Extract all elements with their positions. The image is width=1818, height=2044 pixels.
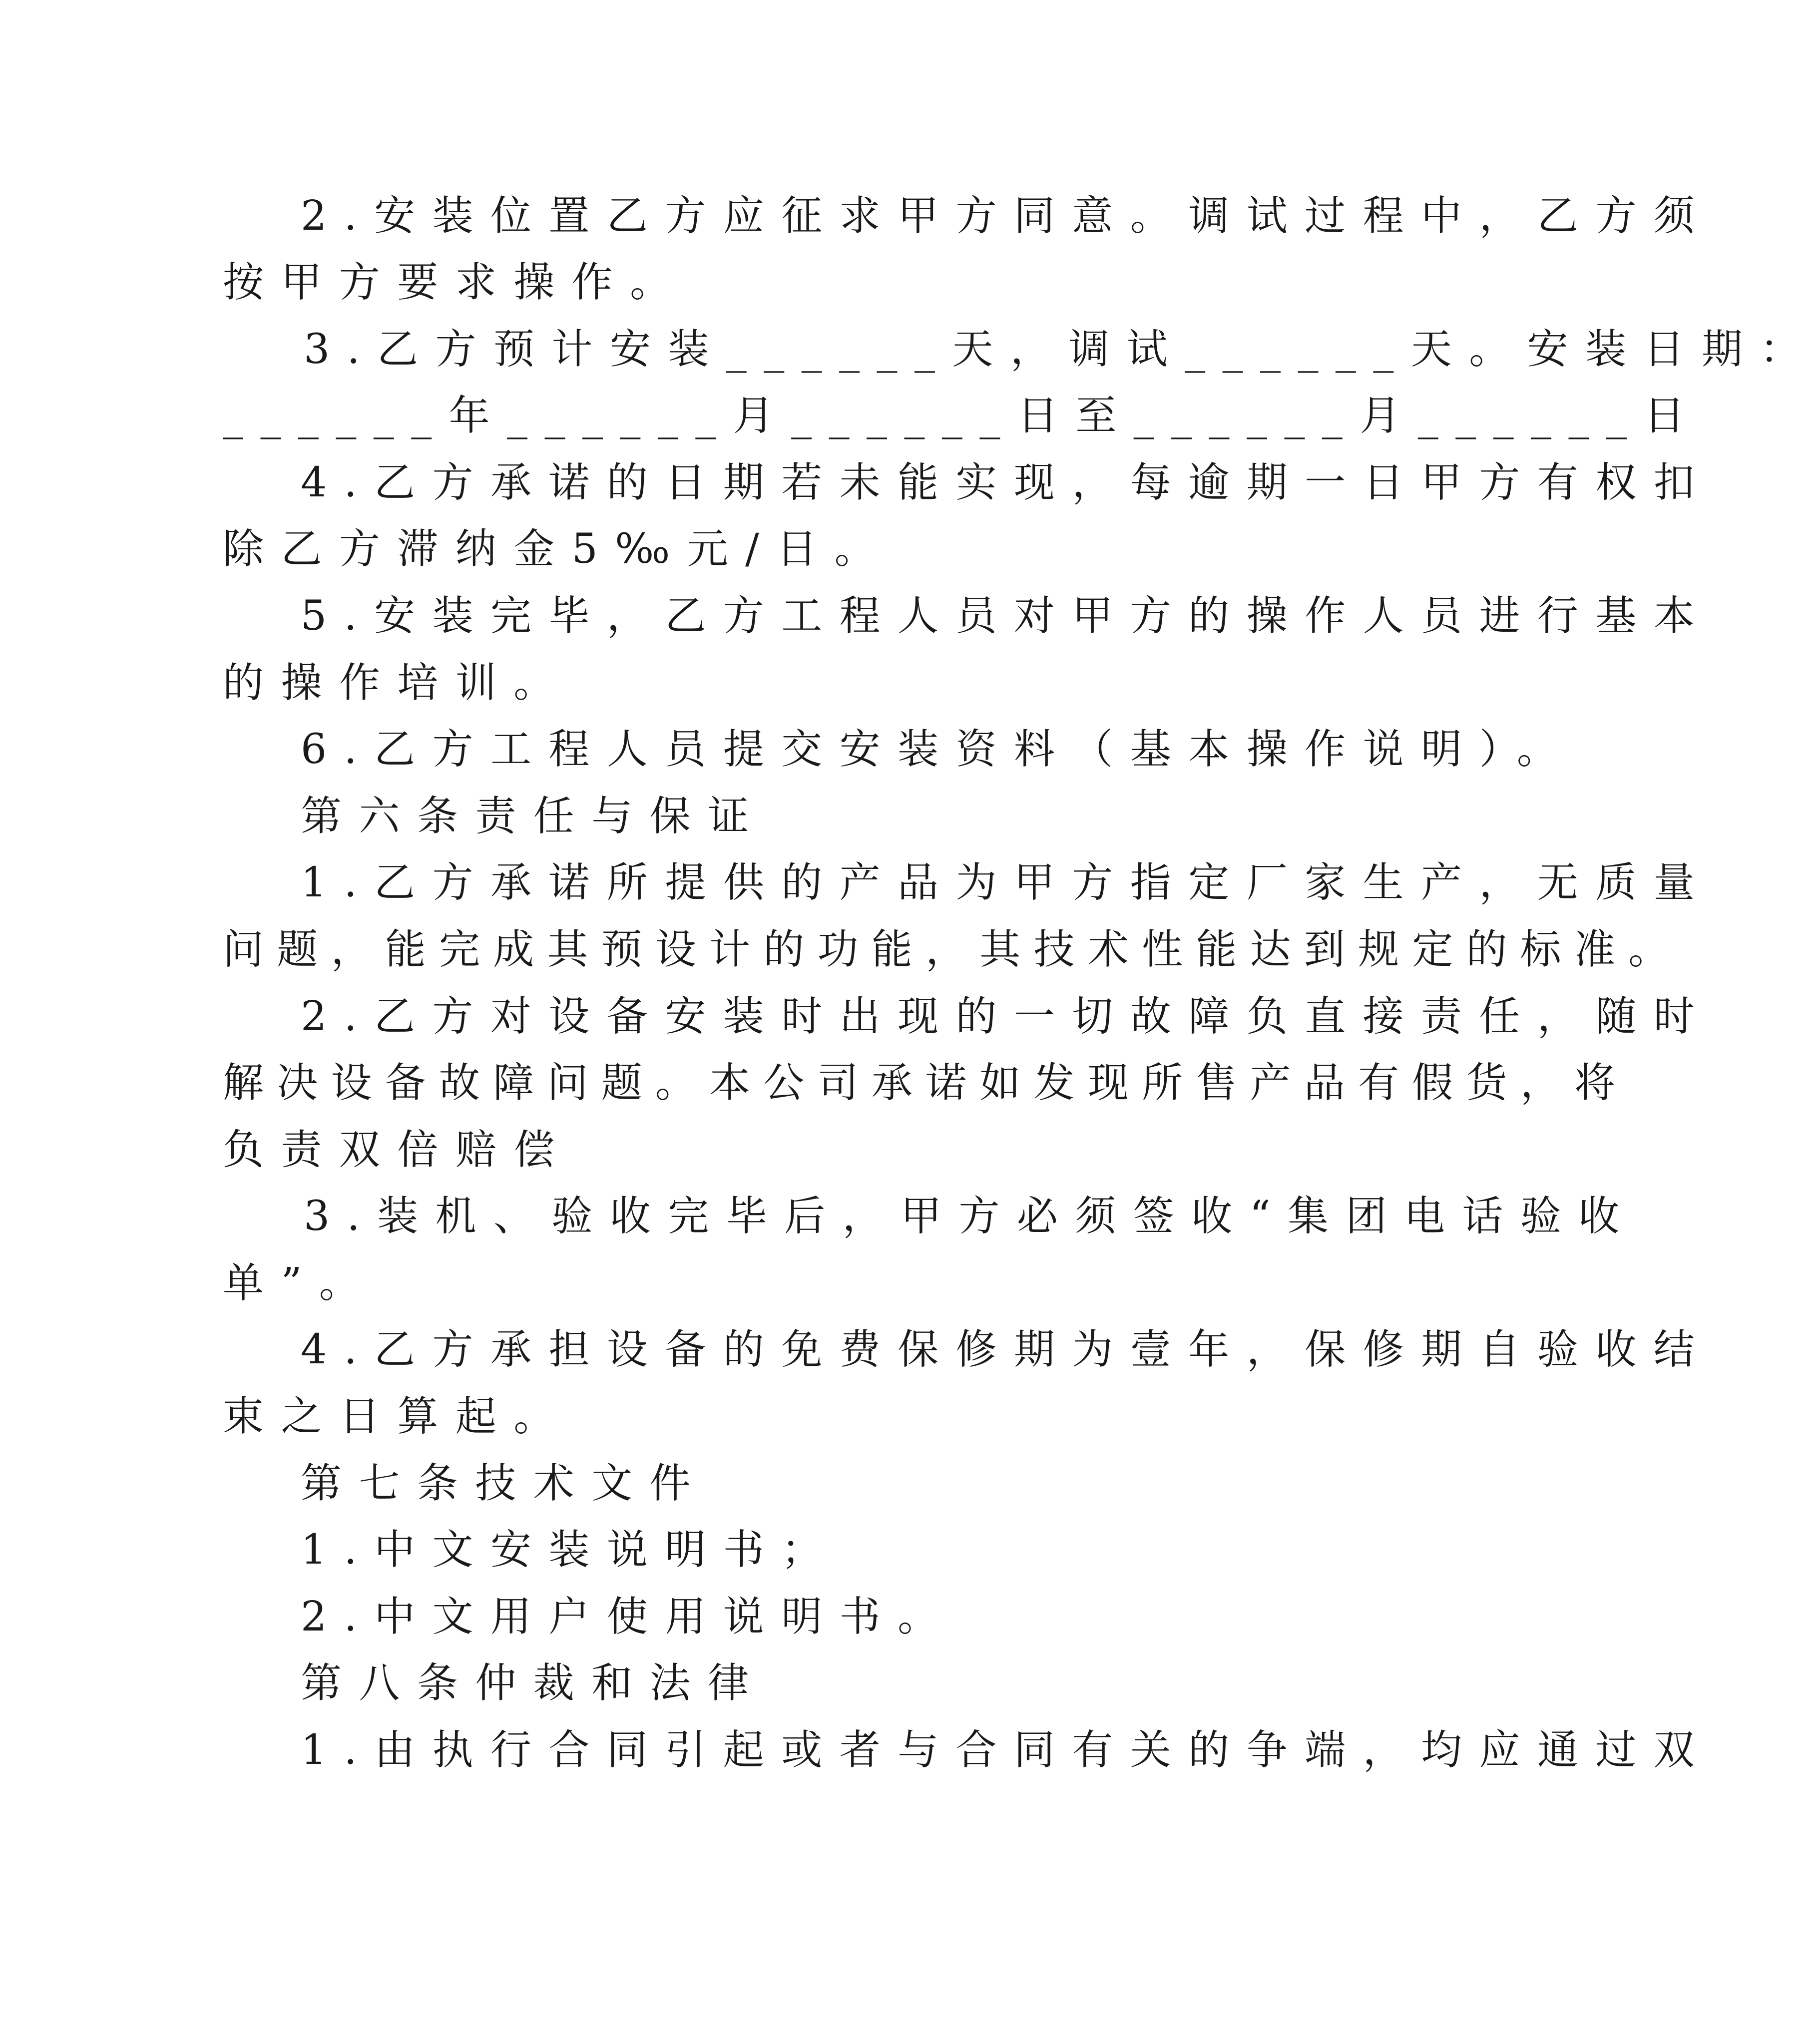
text-line: 2.中文用户使用说明书。 [301,1593,956,1640]
text-line: 1.由执行合同引起或者与合同有关的争端，均应通过双 [301,1726,1712,1774]
text-line: 束之日算起。 [223,1393,572,1440]
text-line: 2.安装位置乙方应征求甲方同意。调试过程中，乙方须 [301,192,1712,240]
text-line: 按甲方要求操作。 [223,259,688,306]
text-line: 6.乙方工程人员提交安装资料（基本操作说明）。 [301,726,1575,773]
section-heading: 第八条仲裁和法律 [301,1659,766,1707]
text-line: 4.乙方承担设备的免费保修期为壹年，保修期自验收结 [301,1326,1712,1373]
text-line: 负责双倍赔偿 [223,1126,572,1174]
text-line: 解决设备故障问题。本公司承诺如发现所售产品有假货，将 [223,1059,1629,1107]
section-heading: 第六条责任与保证 [301,793,766,840]
text-line: 问题，能完成其预设计的功能，其技术性能达到规定的标准。 [223,926,1683,973]
text-line: ______年______月______日至______月______日 [223,392,1702,439]
text-line: 除乙方滞纳金5‰元/日。 [223,525,893,573]
text-line: 1.乙方承诺所提供的产品为甲方指定厂家生产，无质量 [301,859,1712,906]
text-line: 3.装机、验收完毕后，甲方必须签收“集团电话验收 [304,1193,1637,1240]
section-heading: 第七条技术文件 [301,1460,708,1507]
text-line: 的操作培训。 [223,659,572,707]
text-line: 3.乙方预计安装______天，调试______天。安装日期： [304,326,1818,373]
text-line: 4.乙方承诺的日期若未能实现，每逾期一日甲方有权扣 [301,459,1712,506]
text-line: 单”。 [223,1259,378,1307]
text-line: 1.中文安装说明书； [301,1526,840,1574]
text-line: 5.安装完毕，乙方工程人员对甲方的操作人员进行基本 [301,592,1712,640]
text-line: 2.乙方对设备安装时出现的一切故障负直接责任，随时 [301,993,1712,1040]
